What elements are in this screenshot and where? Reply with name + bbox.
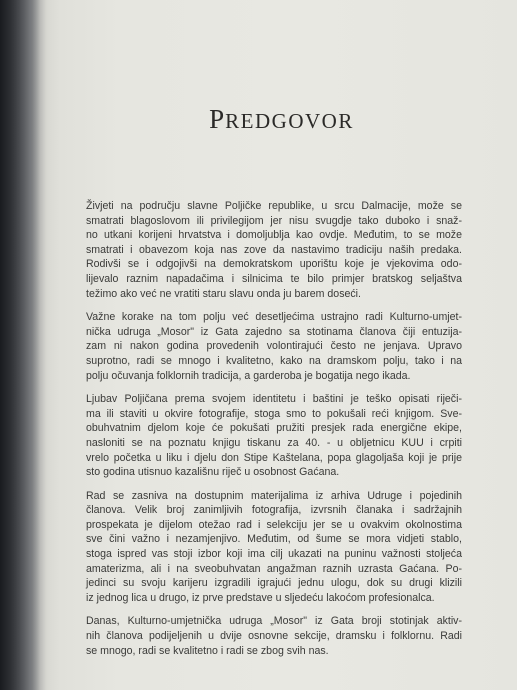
text-line: jedinci su svoju karijeru izgradili igrajući jednu ulogu, dok su drugi klizili [86,577,462,590]
text-line: težimo ako već ne vratiti staru slavu onda ju barem doseći. [86,287,361,300]
text-line: smatrati i obavezom koja nas zove da nastavimo tradiciju naših predaka. [86,243,462,256]
text-line: Rodivši se i odgojivši na demokratskom uporištu koje je vjekovima odo- [86,258,462,271]
text-line: amaterizma, ali i na sveobuhvatan angažman raznih uzrasta Gaćana. Po- [86,562,462,575]
book-gutter-shadow [0,0,48,690]
text-line: se mnogo, radi se kvalitetno i radi se zbog svih nas. [86,644,329,657]
text-line: Danas, Kulturno-umjetnička udruga „Mosor" iz Gata broji stotinjak aktiv- [86,615,462,628]
text-line: sto godina utisnuo kazališnu riječ u osobnost Gaćana. [86,466,340,479]
text-line: polju očuvanja folklornih tradicija, a garderoba je bogatija nego ikada. [86,369,411,382]
paragraph [86,392,462,480]
text-line: članova. Velik broj zanimljivih fotografija, izvrsnih članaka i sadržajnih [86,504,462,517]
text-line: smatrati blagoslovom ili privilegijom jer nisu svugdje tako duboko i snaž- [86,214,462,227]
text-line: stoga ispred vas stoji izbor koji ima cilj ukazati na puninu važnosti stoljeća [86,548,462,561]
text-line: zam ni nakon godina provedenih volontirajući često ne jenjava. Upravo [86,340,462,353]
text-line: suprotno, radi se mnogo i kvalitetno, kako na dramskom polju, tako i na [86,354,462,367]
title-rest: REDGOVOR [225,109,354,133]
text-line: prospekata je dijelom otežao rad i selekciju jer se u ovakvim okolnostima [86,518,462,531]
text-line: no utkani korijeni hrvatstva i domoljublja kao ovdje. Međutim, to se može [86,229,462,242]
text-line: iz jednog lica u drugo, iz prve predstave u sljedeću lakoćom profesionalca. [86,591,435,604]
text-line: Živjeti na području slavne Poljičke republike, u srcu Dalmacije, može se [86,200,462,212]
text-line: Rad se zasniva na dostupnim materijalima iz arhiva Udruge i pojedinih [86,489,462,502]
text-line: nih članova podijeljenih u dvije osnovne sekcije, dramsku i folklornu. Radi [86,630,462,643]
paragraph [86,199,462,301]
title-initial: P [209,104,226,134]
paragraph [86,614,462,658]
paragraph [86,489,462,606]
text-line: Ljubav Poljičana prema svojem identitetu i baštini je teško opisati riječi- [86,393,462,406]
text-line: nasloniti se na poznatu knjigu tiskanu za 40. - u obljetnicu KUU i crpiti [86,436,462,449]
paragraph [86,310,462,383]
body-text [86,199,462,667]
text-line: lijevalo raznim napadačima i silnicima te bilo primjer bratskog seljaštva [86,272,462,285]
book-page [46,0,517,690]
text-line: sve čini važno i nezamjenjivo. Međutim, od šume se mora vidjeti stablo, [86,533,462,546]
text-line: nička udruga „Mosor" iz Gata zajedno sa stotinama članova čiji entuzija- [86,325,462,338]
page-title [46,104,517,135]
text-line: ma ili staviti u okvire fotografije, stoga smo to pokušali reći knjigom. Sve- [86,407,462,420]
text-line: vrelo početka u liku i djelu don Stipe Kaštelana, popa glagoljaša koji je prije [86,451,462,464]
text-line: obuhvatnim djelom koje će pokušati pružiti presjek rada energične ekipe, [86,422,462,435]
text-line: Važne korake na tom polju već desetljećima ustrajno radi Kulturno-umjet- [86,311,462,324]
